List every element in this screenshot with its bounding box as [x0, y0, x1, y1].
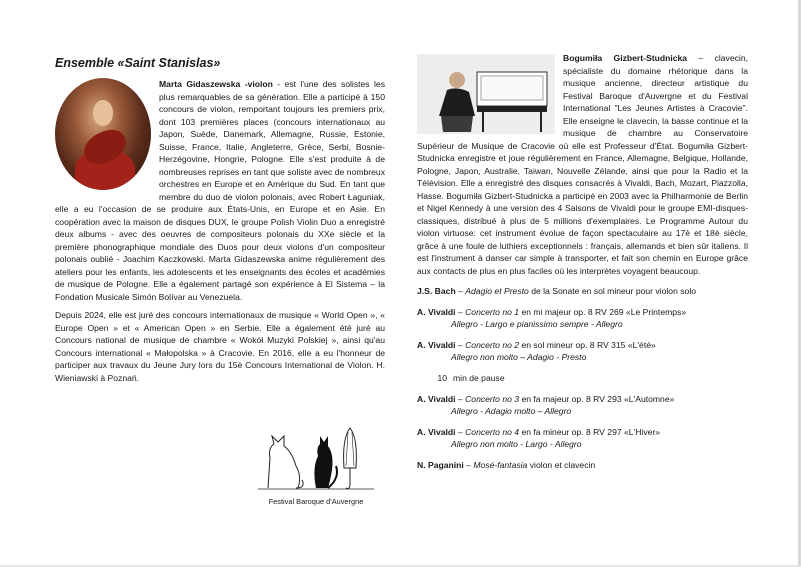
- bogumila-photo: [417, 54, 555, 134]
- bogumila-name: Bogumiła Gizbert-Studnicka: [563, 53, 688, 63]
- program-list: [417, 285, 748, 471]
- pause-item: [417, 372, 748, 384]
- program-details: de la Sonate en sol mineur pour violon solo: [528, 286, 697, 296]
- program-composer: A. Vivaldi: [417, 340, 456, 350]
- program-composer: A. Vivaldi: [417, 394, 456, 404]
- program-work: Concerto no 4: [465, 427, 520, 437]
- program-details: violon et clavecin: [527, 460, 596, 470]
- marta-portrait: [55, 78, 151, 190]
- left-column: [55, 52, 385, 384]
- program-details: en fa majeur op. 8 RV 293 «L'Automne»: [519, 394, 675, 404]
- program-item: N. Paganini – Mosé-fantasia violon et clavecin: [417, 460, 596, 470]
- program-composer: A. Vivaldi: [417, 307, 456, 317]
- festival-logo: [258, 418, 374, 506]
- program-details: en mi majeur op. 8 RV 269 «Le Printemps»: [519, 307, 687, 317]
- program-details: en sol mineur op. 8 RV 315 «L'été»: [519, 340, 656, 350]
- program-details: en fa mineur op. 8 RV 297 «L'Hiver»: [519, 427, 661, 437]
- festival-caption: Festival Baroque d'Auvergne: [268, 497, 364, 506]
- marta-bio-2: Depuis 2024, elle est juré des concours internationaux de musique « World Open », « Europe Open » et « American Open » en Serbie. Elle a également été juré au Concours national de musique de chambre « Wokół Muzyki Polskiej », ainsi qu'au Concours international « Małopolska » à Cracovie. En 2016, elle a eu l'honneur de participer aux travaux du Jeune Jury lors du 15è Concours International de Violon. H. Wieniawski à Poznań.: [55, 310, 385, 383]
- program-item: J.S. Bach – Adagio et Presto de la Sonate en sol mineur pour violon solo: [417, 286, 697, 296]
- program-movements: Allegro non molto - Largo - Allegro: [451, 439, 582, 449]
- program-item: A. Vivaldi – Concerto no 4 en fa mineur op. 8 RV 297 «L'Hiver» Allegro non molto - Largo - Allegro: [417, 426, 748, 450]
- cats-umbrella-logo: [258, 418, 374, 494]
- program-movements: Allegro - Largo e pianissimo sempre - Allegro: [451, 319, 623, 329]
- right-column: [417, 52, 748, 480]
- marta-name: Marta Gidaszewska -violon: [159, 79, 273, 89]
- harpsichord-photo: [417, 54, 555, 134]
- program-composer: N. Paganini: [417, 460, 464, 470]
- program-work: Concerto no 3: [465, 394, 520, 404]
- pause-number: 10: [437, 373, 447, 383]
- program-work: Mosé-fantasia: [473, 460, 528, 470]
- program-item: A. Vivaldi – Concerto no 2 en sol mineur op. 8 RV 315 «L'été» Allegro non molto – Adagio - Presto: [417, 339, 748, 363]
- program-work: Adagio et Presto: [465, 286, 529, 296]
- bogumila-bio-text: – clavecin, spécialiste du domaine rhétorique dans la musique ancienne, directeur artistique du Festival Baroque d'Auvergne et du Festival International "Les Jeunes Artistes à Cracovie". Elle enseigne le clavecin, la basse continue et la musique de chambre au Conservatoire Supérieur de Musique de Cracovie où elle est Professeur d'État. Bogumiła Gizbert-Studnicka enregistre et joue régulièrement en France, Allemagne, Belgique, Hollande, Pologne, Japon, Australie, Taiwan, Nouvelle Zélande, ainsi que pour la Radio et la Télévision. Elle a enregistré des disques consacrés à Vivaldi, Bach, Mozart, Piazzolla, Hasse. Bogumiła Gizbert-Studnicka a participé en 2003 avec la Philharmonie de Berlin et Nigel Kennedy à une version des 4 Saisons de Vivaldi pour le groupe EMI-disques-classiques, distribué à plus de 5 millions d'exemplaires. Le Programme Autour du violon virtuose: cet instrument évolue de façon spectaculaire au 17è et 18è siècle, grâce à une foule de luthiers exceptionnels : français, allemands et bien sûr italiens. Il est l'instrument à danser car simple à transporter, et fait son chemin en Europe grâce aux contacts de plus en plus faciles où les interprètes voyagent beaucoup.: [417, 53, 748, 276]
- pause-label: min de pause: [453, 373, 505, 383]
- program-item: A. Vivaldi – Concerto no 1 en mi majeur op. 8 RV 269 «Le Printemps» Allegro - Largo e pianissimo sempre - Allegro: [417, 306, 748, 330]
- program-movements: Allegro - Adagio molto – Allegro: [451, 406, 572, 416]
- program-item: A. Vivaldi – Concerto no 3 en fa majeur op. 8 RV 293 «L'Automne» Allegro - Adagio molto – Allegro: [417, 393, 748, 417]
- program-composer: A. Vivaldi: [417, 427, 456, 437]
- program-movements: Allegro non molto – Adagio - Presto: [451, 352, 587, 362]
- program-work: Concerto no 2: [465, 340, 520, 350]
- marta-bio-text: - est l'une des solistes les plus remarquables de sa génération. Elle a participé à 150 concours de violon, remportant toujours les premiers prix, dont 103 premières places (concours internationaux au Japon, Suède, Danemark, Allemagne, Russie, Estonie, Suisse, France, Italie, Angleterre, Grèce, Serbi, Bosnie-Herzégovine, Hongrie, Pologne. Elle s'est produite à de nombreuses reprises en tant que soliste avec de nombreux orchestres en Europe et en Amérique du Sud. En tant que membre du duo de violon polonais, avec Robert Łaguniak, elle a eu l'occasion de se produire aux États-Unis, en Europe et en Asie. En coopération avec la maison de disques DUX, le groupe Polish Violin Duo a enregistré deux albums - avec des oeuvres de compositeurs polonais du XXe siècle et la première phonographique mondiale des Duos pour deux violons d'un compositeur polonais oublié - Joachim Kaczkowski. Marta Gidaszewska anime régulièrement des ateliers pour les enfants, les adolescents et les enseignants des écoles et académies de musique de Pologne. Elle a également partagé son expérience à El Sistema – la Fondation Musicale Simón Bolívar au Venezuela.: [55, 79, 385, 302]
- program-composer: J.S. Bach: [417, 286, 456, 296]
- program-work: Concerto no 1: [465, 307, 520, 317]
- ensemble-title: Ensemble «Saint Stanislas»: [55, 56, 221, 70]
